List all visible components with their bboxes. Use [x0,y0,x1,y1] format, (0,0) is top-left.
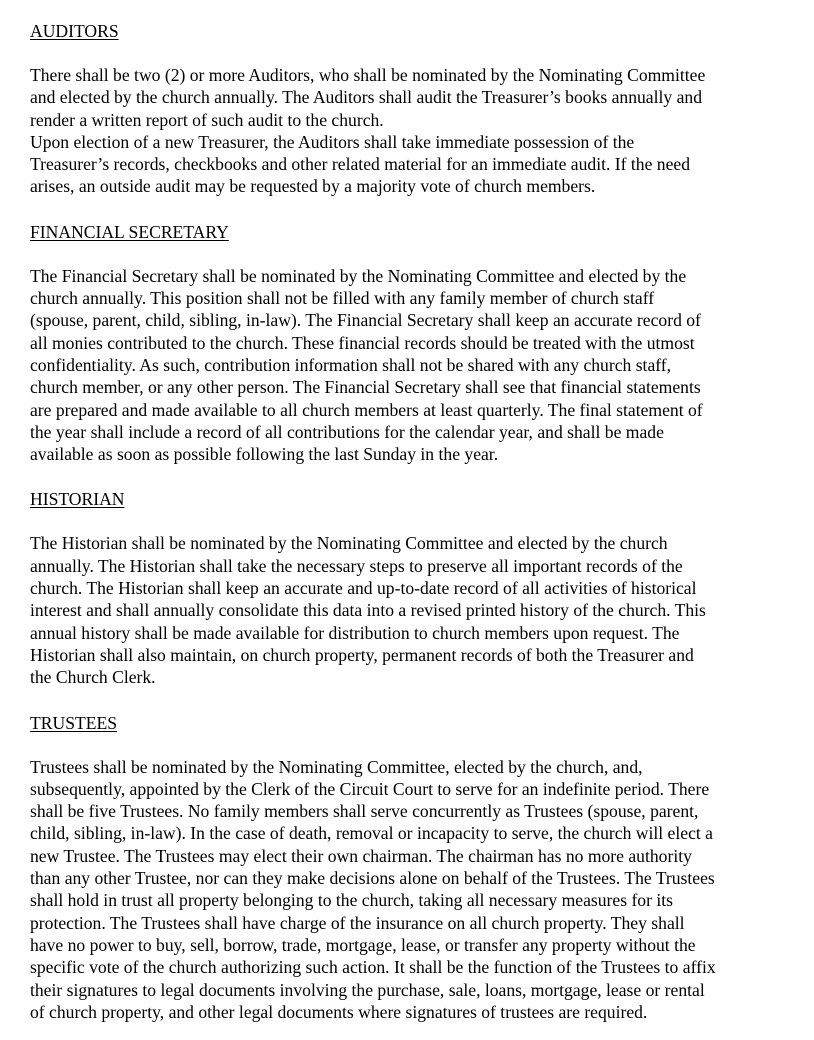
text-line: specific vote of the church authorizing such action. It shall be the function of the Trustees to affix [30,957,716,978]
section-auditors [30,20,800,198]
text-line: new Trustee. The Trustees may elect their own chairman. The chairman has no more authority [30,845,692,866]
text-line: protection. The Trustees shall have charge of the insurance on all church property. They shall [30,912,685,933]
text-line: church. The Historian shall keep an accurate and up-to-date record of all activities of historical [30,578,697,599]
text-line: the year shall include a record of all contributions for the calendar year, and shall be made [30,421,664,442]
document-page [30,20,800,1023]
text-line: render a written report of such audit to the church. [30,109,384,130]
text-line: Historian shall also maintain, on church property, permanent records of both the Treasurer and [30,644,694,665]
text-line: subsequently, appointed by the Clerk of the Circuit Court to serve for an indefinite period. There [30,778,710,799]
auditors-paragraph-1 [30,64,800,131]
section-heading-auditors: AUDITORS [30,21,119,41]
text-line: and elected by the church annually. The Auditors shall audit the Treasurer’s books annually and [30,87,702,108]
text-line: interest and shall annually consolidate this data into a revised printed history of the church. This [30,600,706,621]
section-historian [30,488,800,688]
text-line: Treasurer’s records, checkbooks and other related material for an immediate audit. If the need [30,154,690,175]
section-financial-secretary [30,221,800,466]
text-line: shall hold in trust all property belonging to the church, taking all necessary measures for its [30,890,673,911]
text-line: arises, an outside audit may be requested by a majority vote of church members. [30,176,596,197]
text-line: shall be five Trustees. No family members shall serve concurrently as Trustees (spouse, parent, [30,801,699,822]
text-line: The Financial Secretary shall be nominated by the Nominating Committee and elected by the [30,265,687,286]
text-line: have no power to buy, sell, borrow, trade, mortgage, lease, or transfer any property without the [30,934,696,955]
text-line: are prepared and made available to all church members at least quarterly. The final statement of [30,399,703,420]
text-line: church annually. This position shall not be filled with any family member of church staff [30,288,655,309]
financial-secretary-paragraph [30,265,800,466]
text-line: Upon election of a new Treasurer, the Auditors shall take immediate possession of the [30,131,635,152]
text-line: all monies contributed to the church. These financial records should be treated with the utmost [30,332,695,353]
text-line: There shall be two (2) or more Auditors, who shall be nominated by the Nominating Committee [30,65,706,85]
text-line: (spouse, parent, child, sibling, in-law). The Financial Secretary shall keep an accurate record of [30,310,701,331]
text-line: Trustees shall be nominated by the Nominating Committee, elected by the church, and, [30,756,643,777]
text-line: their signatures to legal documents involving the purchase, sale, loans, mortgage, lease or rental [30,979,705,1000]
section-heading-financial-secretary: FINANCIAL SECRETARY [30,221,229,242]
text-line: confidentiality. As such, contribution information shall not be shared with any church staff, [30,354,672,375]
section-trustees [30,712,800,1024]
text-line: The Historian shall be nominated by the Nominating Committee and elected by the church [30,533,668,554]
auditors-paragraph-2 [30,131,800,198]
text-line: the Church Clerk. [30,667,156,688]
text-line: annual history shall be made available for distribution to church members upon request. The [30,622,680,643]
text-line: child, sibling, in-law). In the case of death, removal or incapacity to serve, the church will elect a [30,823,713,844]
text-line: of church property, and other legal documents where signatures of trustees are required. [30,1001,648,1022]
trustees-paragraph [30,756,800,1024]
section-heading-historian: HISTORIAN [30,489,125,510]
section-heading-trustees: TRUSTEES [30,712,117,733]
text-line: annually. The Historian shall take the necessary steps to preserve all important records of the [30,555,683,576]
text-line: church member, or any other person. The Financial Secretary shall see that financial statements [30,377,701,398]
text-line: than any other Trustee, nor can they make decisions alone on behalf of the Trustees. The Trustees [30,868,715,889]
text-line: available as soon as possible following the last Sunday in the year. [30,444,499,465]
historian-paragraph [30,532,800,688]
